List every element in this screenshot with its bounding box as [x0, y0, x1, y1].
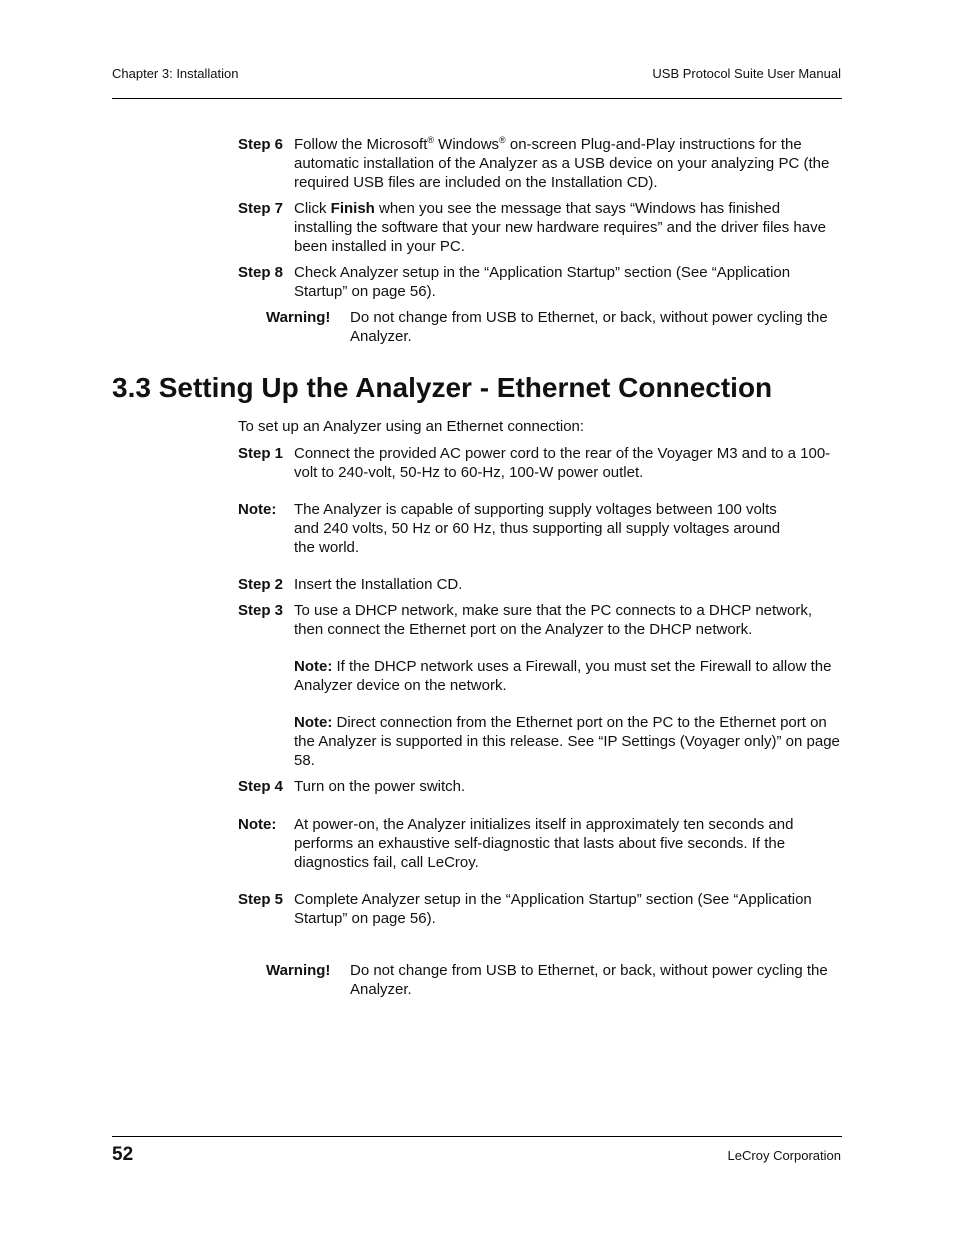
- step-label: Step 7: [238, 200, 284, 217]
- step-text: Turn on the power switch.: [294, 778, 466, 795]
- step-label: Step 2: [238, 576, 284, 593]
- section-heading: 3.3 Setting Up the Analyzer - Ethernet Connection: [112, 372, 773, 403]
- step-2: [238, 575, 842, 594]
- note-2: [238, 815, 842, 872]
- note-1: [238, 500, 842, 557]
- step-6: [238, 135, 842, 192]
- step-text: Connect the provided AC power cord to the rear of the Voyager M3 and to a 100-volt to 240-volt, 50-Hz to 60-Hz, 100-W power outlet.: [294, 445, 831, 481]
- header-divider: [112, 98, 842, 99]
- warning-label: Warning!: [266, 309, 331, 326]
- step-4: [238, 777, 842, 796]
- step-text: Follow the Microsoft® Windows® on-screen Plug-and-Play instructions for the automatic installation of the Analyzer as a USB device on your analyzing PC (the required USB files are included on the Installation CD).: [294, 135, 830, 191]
- note-text: The Analyzer is capable of supporting supply voltages between 100 volts and 240 volts, 50 Hz or 60 Hz, thus supporting all supply voltages around the world.: [294, 501, 781, 556]
- step-label: Step 3: [238, 602, 284, 619]
- step-label: Step 1: [238, 445, 284, 462]
- warning-text: Do not change from USB to Ethernet, or back, without power cycling the Analyzer.: [350, 962, 828, 998]
- registered-mark: ®: [499, 135, 506, 145]
- note-direct-connection: Note: Direct connection from the Ethernet port on the PC to the Ethernet port on the Analyzer is supported in this release. See “IP Settings (Voyager only)” on page 58.: [294, 714, 840, 769]
- step-text: Insert the Installation CD.: [294, 576, 463, 593]
- note-label: Note:: [238, 816, 277, 833]
- step-text: Complete Analyzer setup in the “Application Startup” section (See “Application Startup” on page 56).: [294, 891, 812, 927]
- running-header-chapter: Chapter 3: Installation: [112, 66, 239, 81]
- warning-text: Do not change from USB to Ethernet, or back, without power cycling the Analyzer.: [350, 309, 828, 345]
- note-text: At power-on, the Analyzer initializes itself in approximately ten seconds and performs an exhaustive self-diagnostic that lasts about five seconds. If the diagnostics fail, call LeCroy.: [294, 816, 794, 871]
- warning-2: [266, 961, 842, 999]
- step-3: [238, 601, 842, 639]
- note-label: Note:: [294, 714, 333, 731]
- step-text: Check Analyzer setup in the “Application Startup” section (See “Application Startup” on page 56).: [294, 264, 791, 300]
- section-intro: To set up an Analyzer using an Ethernet connection:: [238, 418, 585, 435]
- note-label: Note:: [294, 658, 333, 675]
- step-label: Step 5: [238, 891, 284, 908]
- page-number: 52: [112, 1144, 134, 1165]
- running-header-manual-title: USB Protocol Suite User Manual: [652, 66, 841, 81]
- registered-mark: ®: [427, 135, 435, 145]
- step-5: [238, 890, 842, 928]
- footer-divider: [112, 1136, 842, 1137]
- step-text: To use a DHCP network, make sure that the PC connects to a DHCP network, then connect the Ethernet port on the Analyzer to the DHCP network.: [294, 602, 813, 638]
- step-text: Click Finish when you see the message that says “Windows has finished installing the software that your new hardware requires” and the driver files have been installed in your PC.: [294, 200, 826, 255]
- step-label: Step 6: [238, 136, 284, 153]
- warning-label: Warning!: [266, 962, 331, 979]
- step-1: [238, 444, 842, 482]
- step-8: [238, 263, 842, 301]
- step-7: [238, 199, 842, 256]
- note-dhcp-firewall: Note: If the DHCP network uses a Firewall, you must set the Firewall to allow the Analyzer device on the network.: [294, 658, 832, 694]
- step-label: Step 8: [238, 264, 284, 281]
- footer-company: LeCroy Corporation: [727, 1148, 841, 1163]
- finish-keyword: Finish: [330, 200, 375, 217]
- step-label: Step 4: [238, 778, 284, 795]
- warning-1: [266, 308, 842, 346]
- note-label: Note:: [238, 501, 277, 518]
